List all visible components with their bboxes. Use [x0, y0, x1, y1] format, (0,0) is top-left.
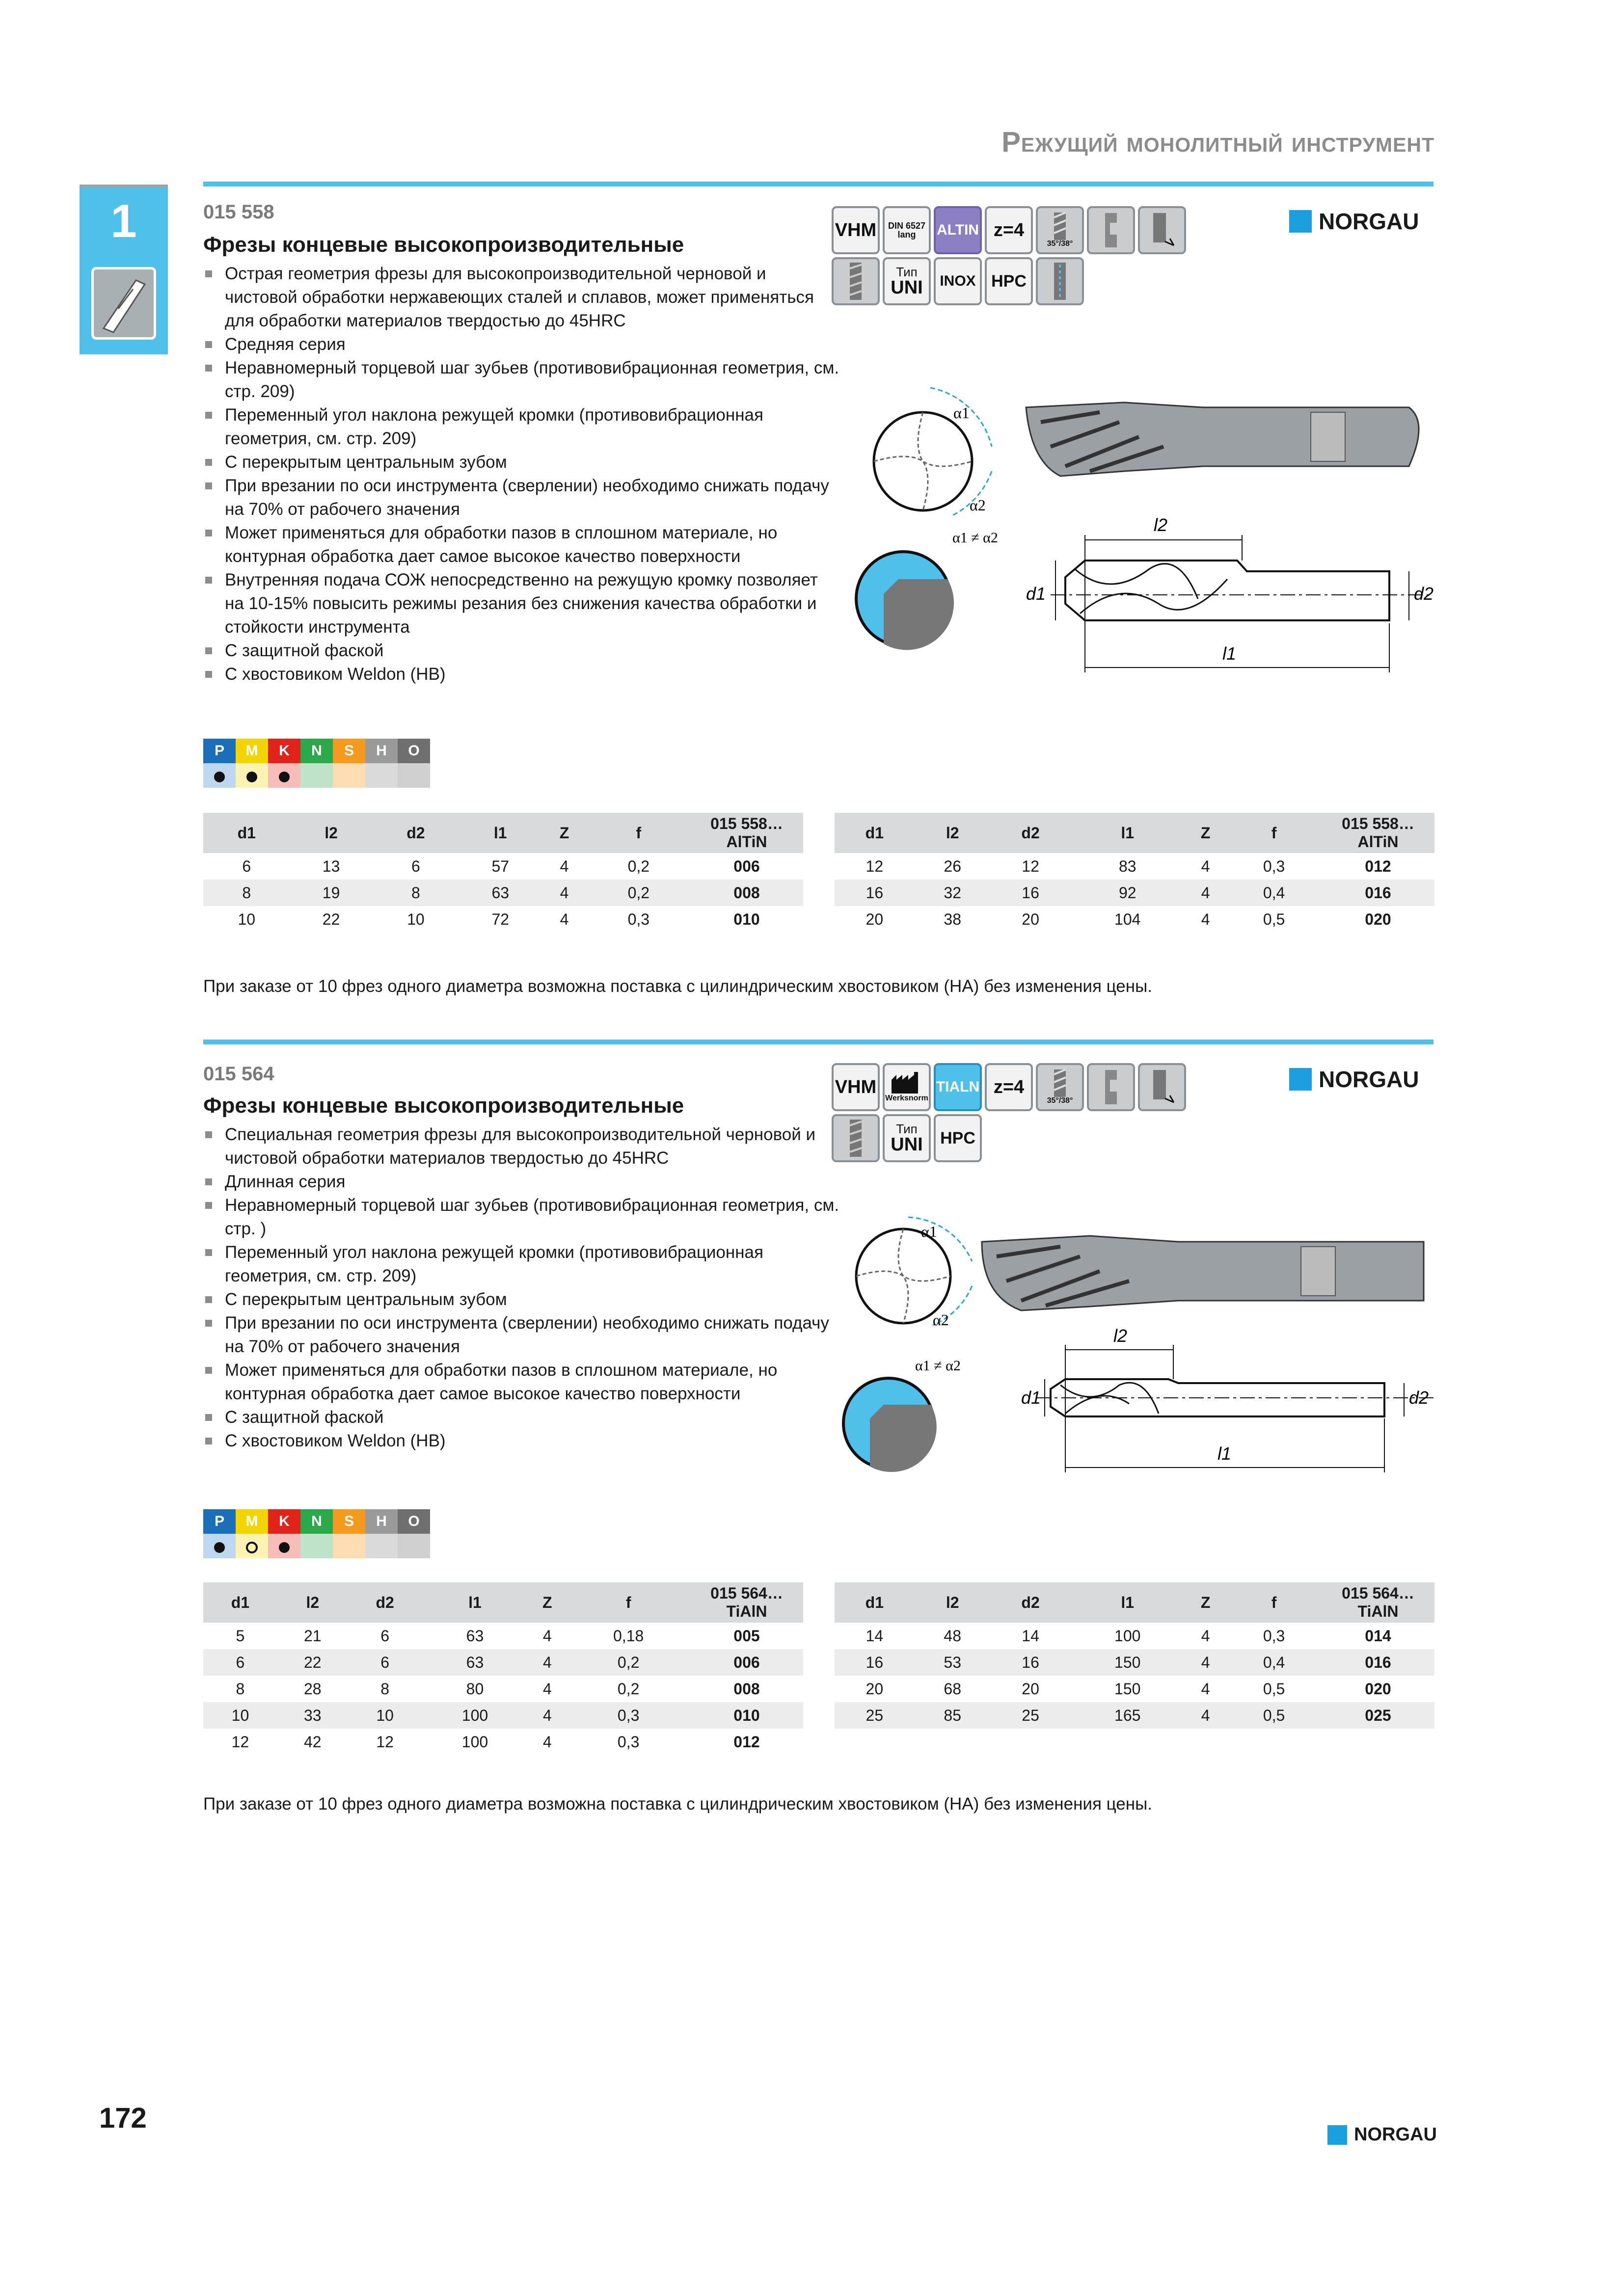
table-row — [835, 1649, 1434, 1676]
order-code-cell: 025 — [1322, 1702, 1434, 1729]
column-header: f — [567, 1582, 690, 1623]
order-code-cell: 016 — [1322, 1649, 1434, 1676]
footer-brand-logo: NORGAU — [1327, 2124, 1437, 2145]
table-cell: 92 — [1070, 880, 1185, 906]
column-header-code — [690, 1582, 803, 1623]
table-cell: 4 — [1185, 1649, 1226, 1676]
table-cell: 22 — [277, 1649, 348, 1676]
table-cell: 6 — [242, 857, 251, 875]
material-suitability — [333, 763, 365, 788]
shank-icon — [1087, 206, 1135, 254]
material-suitability — [365, 1534, 398, 1558]
feature-item: Может применяться для обработки пазов в сплошном материале, но контурная обработка дает самое высокое качество поверхности — [203, 521, 841, 568]
code-header-coating: AlTiN — [726, 833, 767, 851]
table-cell: 14 — [866, 1627, 884, 1645]
table-cell: 10 — [348, 1702, 422, 1729]
table-cell: 4 — [542, 1733, 552, 1751]
feature-item: Средняя серия — [203, 333, 841, 356]
table-row — [203, 853, 803, 880]
feature-item: Длинная серия — [203, 1170, 841, 1194]
material-group-m: M — [236, 739, 268, 763]
column-header: Z — [528, 1582, 567, 1623]
table-cell: 48 — [944, 1627, 962, 1645]
code-header-coating: TiAlN — [1357, 1602, 1399, 1620]
material-group-p: P — [203, 739, 236, 763]
feature-item: Внутренняя подача СОЖ непосредственно на режущую кромку позволяет на 10-15% повысить режимы резания без снижения качества обработки и стойкости инструмента — [203, 568, 841, 639]
feature-item: С защитной фаской — [203, 639, 841, 663]
code-header-coating: TiAlN — [726, 1602, 767, 1620]
teeth-icon: z=4 — [985, 1063, 1033, 1111]
material-group-o: O — [398, 1509, 430, 1534]
material-suitability — [365, 763, 398, 788]
table-cell: 25 — [835, 1702, 915, 1729]
material-group-k: K — [268, 739, 300, 763]
table-cell: 20 — [866, 910, 884, 928]
table-cell: 63 — [459, 880, 541, 906]
table-cell: 4 — [542, 1680, 552, 1698]
table-header-row — [203, 813, 803, 853]
material-suitability — [300, 763, 333, 788]
page-number: 172 — [99, 2102, 147, 2134]
l2-label: l2 — [1154, 515, 1168, 535]
material-group-s: S — [333, 1509, 365, 1534]
table-cell: 57 — [491, 857, 510, 875]
table-cell: 4 — [560, 857, 569, 875]
type-icon: Тип UNI — [883, 257, 931, 305]
table-cell: 33 — [277, 1702, 348, 1729]
din-icon: DIN 6527 lang — [883, 206, 931, 254]
table-cell: 20 — [1022, 910, 1039, 928]
feature-item: Неравномерный торцевой шаг зубьев (противовибрационная геометрия, см. стр. 209) — [203, 356, 841, 403]
table-cell: 22 — [322, 910, 340, 928]
column-header: d1 — [835, 1582, 915, 1623]
table-cell: 83 — [1118, 857, 1136, 875]
feature-item: С перекрытым центральным зубом — [203, 1288, 841, 1311]
table-row — [203, 1623, 803, 1649]
material-group-o: O — [398, 739, 430, 763]
table-cell: 63 — [466, 1627, 484, 1645]
hpc-icon: HPC — [934, 1114, 982, 1162]
table-cell: 16 — [835, 880, 915, 906]
feature-item: С хвостовиком Weldon (HB) — [203, 1429, 841, 1453]
feature-list — [203, 262, 841, 686]
vhm-icon: VHM — [832, 1063, 880, 1111]
tool-diagram — [844, 393, 1443, 677]
coolant-icon — [1036, 257, 1084, 305]
code-header-series: 015 558… — [1342, 815, 1414, 832]
property-icons — [832, 206, 1186, 305]
table-cell: 0,4 — [1226, 1649, 1322, 1676]
table-row — [203, 1702, 803, 1729]
feature-item: При врезании по оси инструмента (сверлении) необходимо снижать подачу на 70% от рабочего значения — [203, 474, 841, 521]
material-group-s: S — [333, 739, 365, 763]
table-cell: 32 — [915, 880, 991, 906]
table-cell: 0,3 — [567, 1702, 690, 1729]
table-cell: 8 — [380, 1680, 390, 1698]
column-header: l2 — [290, 813, 372, 853]
table-cell: 20 — [1022, 1680, 1039, 1698]
table-cell: 0,2 — [587, 880, 690, 906]
werksnorm-icon: Werksnorm — [883, 1063, 931, 1111]
table-cell: 0,3 — [1263, 857, 1285, 875]
tool-icon — [832, 257, 880, 305]
order-code-cell: 005 — [733, 1627, 760, 1645]
table-cell: 20 — [866, 1680, 884, 1698]
shank-icon — [1087, 1063, 1135, 1111]
table-cell: 0,3 — [617, 1733, 640, 1751]
table-cell: 0,5 — [1263, 1680, 1285, 1698]
table-cell: 12 — [231, 1733, 249, 1751]
column-header: l2 — [915, 813, 991, 853]
order-code-cell: 020 — [1365, 1680, 1391, 1698]
table-cell: 14 — [1022, 1627, 1039, 1645]
table-row — [203, 1649, 803, 1676]
table-row — [203, 1676, 803, 1702]
table-cell: 5 — [236, 1627, 245, 1645]
full-suitability-icon — [214, 772, 225, 782]
table-cell: 104 — [1114, 910, 1141, 928]
material-group-h: H — [365, 1509, 398, 1534]
table-row — [203, 880, 803, 906]
table-cell: 4 — [1201, 910, 1210, 928]
table-row — [835, 1623, 1434, 1649]
brand-logo: NORGAU — [1289, 1066, 1419, 1093]
table-cell: 4 — [542, 1627, 552, 1645]
teeth-icon: z=4 — [985, 206, 1033, 254]
drill-icon — [91, 267, 156, 340]
helix-icon: 35°/38° — [1036, 206, 1084, 254]
table-cell: 100 — [461, 1733, 488, 1751]
table-cell: 4 — [1201, 1680, 1210, 1698]
spec-table-right — [835, 1582, 1434, 1729]
order-code-cell: 006 — [690, 1649, 803, 1676]
table-cell: 4 — [541, 880, 587, 906]
table-header-row — [203, 1582, 803, 1623]
table-cell: 6 — [348, 1649, 422, 1676]
table-cell: 4 — [528, 1702, 567, 1729]
code-header-series: 015 564… — [710, 1584, 783, 1602]
column-header: Z — [1185, 813, 1226, 853]
code-header-series: 015 564… — [1342, 1584, 1414, 1602]
table-cell: 68 — [944, 1680, 962, 1698]
table-cell: 150 — [1070, 1649, 1185, 1676]
material-suitability — [203, 763, 236, 788]
table-cell: 0,2 — [567, 1649, 690, 1676]
header-rule — [203, 182, 1434, 187]
full-suitability-icon — [279, 1542, 290, 1553]
table-cell: 100 — [422, 1702, 528, 1729]
column-header: Z — [541, 813, 587, 853]
order-code-cell: 008 — [733, 1680, 760, 1698]
brand-logo: NORGAU — [1289, 208, 1419, 235]
table-row — [835, 906, 1434, 933]
table-cell: 0,5 — [1263, 910, 1285, 928]
code-header-series: 015 558… — [710, 815, 783, 832]
feature-item: Неравномерный торцевой шаг зубьев (противовибрационная геометрия, см. стр. ) — [203, 1194, 841, 1241]
table-cell: 28 — [304, 1680, 322, 1698]
table-cell: 12 — [866, 857, 884, 875]
order-code-cell: 010 — [733, 910, 760, 928]
material-group-p: P — [203, 1509, 236, 1534]
order-code-cell: 012 — [1365, 857, 1391, 875]
product-code: 015 564 — [203, 1063, 274, 1085]
feature-item: С хвостовиком Weldon (HB) — [203, 663, 841, 686]
table-cell: 165 — [1070, 1702, 1185, 1729]
vhm-icon: VHM — [832, 206, 880, 254]
material-suitability — [236, 1534, 268, 1558]
column-header: d2 — [373, 813, 459, 853]
feature-item: Острая геометрия фрезы для высокопроизводительной черновой и чистовой обработки нержавеющих сталей и сплавов, может применяться для обработки материалов твердостью до 45HRC — [203, 262, 841, 333]
column-header: f — [1226, 1582, 1322, 1623]
chapter-number: 1 — [110, 195, 137, 247]
inox-icon: INOX — [934, 257, 982, 305]
table-row — [835, 853, 1434, 880]
table-cell: 6 — [380, 1627, 390, 1645]
table-cell: 53 — [915, 1649, 991, 1676]
table-cell: 0,2 — [627, 857, 650, 875]
helix-icon: 35°/38° — [1036, 1063, 1084, 1111]
table-cell: 26 — [944, 857, 962, 875]
table-cell: 6 — [411, 857, 420, 875]
order-code-cell: 010 — [690, 1702, 803, 1729]
code-header-coating: AlTiN — [1357, 833, 1399, 851]
column-header: d1 — [203, 813, 290, 853]
section-rule — [203, 1040, 1434, 1044]
table-cell: 38 — [944, 910, 962, 928]
order-note: При заказе от 10 фрез одного диаметра возможна поставка с цилиндрическим хвостовиком (HA) без изменения цены. — [203, 1794, 1152, 1814]
table-cell: 13 — [322, 857, 340, 875]
spec-table-right — [835, 813, 1434, 933]
column-header-code — [1322, 1582, 1434, 1623]
material-suitability — [300, 1534, 333, 1558]
spec-table-left — [203, 813, 803, 933]
feature-item: Может применяться для обработки пазов в сплошном материале, но контурная обработка дает самое высокое качество поверхности — [203, 1359, 841, 1406]
hpc-icon: HPC — [985, 257, 1033, 305]
property-icons — [832, 1063, 1186, 1162]
table-cell: 72 — [491, 910, 510, 928]
table-cell: 0,18 — [613, 1627, 644, 1645]
material-group-h: H — [365, 739, 398, 763]
table-row — [203, 1729, 803, 1755]
l1-label: l1 — [1222, 643, 1237, 664]
full-suitability-icon — [279, 772, 290, 782]
l1-label: l1 — [1217, 1443, 1232, 1464]
table-cell: 80 — [466, 1680, 484, 1698]
order-code-cell: 014 — [1365, 1627, 1391, 1645]
material-group-n: N — [300, 739, 333, 763]
feature-list — [203, 1123, 841, 1453]
feature-item: С перекрытым центральным зубом — [203, 451, 841, 474]
tool-diagram — [835, 1223, 1443, 1482]
table-cell: 8 — [203, 880, 290, 906]
table-row — [203, 906, 803, 933]
feature-item: С защитной фаской — [203, 1406, 841, 1429]
d2-label: d2 — [1414, 584, 1434, 604]
table-cell: 8 — [373, 880, 459, 906]
table-cell: 42 — [304, 1733, 322, 1751]
table-cell: 4 — [560, 910, 569, 928]
type-icon: Тип UNI — [883, 1114, 931, 1162]
column-header: l2 — [915, 1582, 991, 1623]
column-header: l1 — [422, 1582, 528, 1623]
order-code-cell: 012 — [733, 1733, 760, 1751]
table-cell: 6 — [203, 1649, 277, 1676]
column-header: f — [587, 813, 690, 853]
table-row — [835, 1676, 1434, 1702]
alpha2-label: α2 — [970, 496, 986, 514]
table-cell: 4 — [528, 1649, 567, 1676]
alpha1-label: α1 — [921, 1223, 937, 1240]
column-header: d1 — [203, 1582, 277, 1623]
material-suitability — [398, 763, 430, 788]
material-suitability — [333, 1534, 365, 1558]
table-cell: 8 — [236, 1680, 245, 1698]
table-cell: 4 — [1201, 1627, 1210, 1645]
product-title: Фрезы концевые высокопроизводительные — [203, 1094, 684, 1118]
table-cell: 4 — [1201, 857, 1210, 875]
column-header: f — [1226, 813, 1322, 853]
feature-item: При врезании по оси инструмента (сверлении) необходимо снижать подачу на 70% от рабочего значения — [203, 1311, 841, 1359]
partial-suitability-icon — [246, 1542, 258, 1553]
feature-item: Переменный угол наклона режущей кромки (противовибрационная геометрия, см. стр. 209) — [203, 1241, 841, 1288]
column-header: Z — [1185, 1582, 1226, 1623]
tool-icon — [832, 1114, 880, 1162]
material-matrix — [203, 739, 430, 788]
table-cell: 19 — [290, 880, 372, 906]
table-cell: 10 — [203, 1702, 277, 1729]
table-cell: 25 — [991, 1702, 1071, 1729]
table-cell: 4 — [1185, 1702, 1226, 1729]
column-header: l1 — [1070, 1582, 1185, 1623]
table-cell: 10 — [407, 910, 425, 928]
table-cell: 21 — [304, 1627, 322, 1645]
table-cell: 85 — [915, 1702, 991, 1729]
order-code-cell: 020 — [1365, 910, 1391, 928]
alpha-neq-label: α1 ≠ α2 — [915, 1358, 961, 1374]
column-header: d2 — [991, 1582, 1071, 1623]
feature-item: Специальная геометрия фрезы для высокопроизводительной черновой и чистовой обработки материалов твердостью до 45HRC — [203, 1123, 841, 1170]
material-group-k: K — [268, 1509, 300, 1534]
table-cell: 16 — [991, 1649, 1071, 1676]
column-header: d2 — [991, 813, 1071, 853]
material-suitability — [268, 763, 300, 788]
page-header-title: Режущий монолитный инструмент — [1001, 126, 1434, 158]
column-header: l2 — [277, 1582, 348, 1623]
d2-label: d2 — [1409, 1388, 1429, 1408]
table-cell: 10 — [238, 910, 256, 928]
order-code-cell: 006 — [733, 857, 760, 875]
order-code-cell: 008 — [690, 880, 803, 906]
material-suitability — [203, 1534, 236, 1558]
table-cell: 0,4 — [1226, 880, 1322, 906]
material-group-m: M — [236, 1509, 268, 1534]
column-header-code — [1322, 813, 1434, 853]
coating-icon: TIALN — [934, 1063, 982, 1111]
table-cell: 4 — [1185, 880, 1226, 906]
material-group-n: N — [300, 1509, 333, 1534]
coating-icon: ALTIN — [934, 206, 982, 254]
table-cell: 100 — [1114, 1627, 1141, 1645]
spec-table-left — [203, 1582, 803, 1755]
table-cell: 0,3 — [627, 910, 650, 928]
full-suitability-icon — [246, 772, 257, 782]
table-header-row — [835, 1582, 1434, 1623]
material-suitability — [268, 1534, 300, 1558]
table-cell: 16 — [835, 1649, 915, 1676]
d1-label: d1 — [1026, 584, 1046, 604]
material-suitability — [398, 1534, 430, 1558]
order-code-cell: 016 — [1322, 880, 1434, 906]
table-cell: 16 — [991, 880, 1071, 906]
table-cell: 0,5 — [1226, 1702, 1322, 1729]
order-note: При заказе от 10 фрез одного диаметра возможна поставка с цилиндрическим хвостовиком (HA) без изменения цены. — [203, 977, 1152, 996]
column-header: l1 — [1070, 813, 1185, 853]
table-cell: 63 — [422, 1649, 528, 1676]
table-cell: 150 — [1114, 1680, 1141, 1698]
table-header-row — [835, 813, 1434, 853]
table-cell: 12 — [1022, 857, 1039, 875]
product-code: 015 558 — [203, 201, 274, 223]
table-row — [835, 1702, 1434, 1729]
feature-item: Переменный угол наклона режущей кромки (противовибрационная геометрия, см. стр. 209) — [203, 403, 841, 451]
table-cell: 0,3 — [1263, 1627, 1285, 1645]
column-header: l1 — [459, 813, 541, 853]
material-matrix — [203, 1509, 430, 1558]
chamfer-icon — [1138, 1063, 1186, 1111]
full-suitability-icon — [214, 1542, 225, 1553]
alpha2-label: α2 — [933, 1311, 949, 1329]
material-suitability — [236, 763, 268, 788]
d1-label: d1 — [1021, 1388, 1041, 1408]
chamfer-icon — [1138, 206, 1186, 254]
alpha-neq-label: α1 ≠ α2 — [952, 530, 998, 546]
table-cell: 12 — [376, 1733, 394, 1751]
l2-label: l2 — [1113, 1326, 1128, 1346]
column-header: d2 — [348, 1582, 422, 1623]
alpha1-label: α1 — [953, 404, 970, 422]
table-row — [835, 880, 1434, 906]
table-cell: 0,2 — [617, 1680, 640, 1698]
product-title: Фрезы концевые высокопроизводительные — [203, 233, 684, 257]
column-header-code — [690, 813, 803, 853]
column-header: d1 — [835, 813, 915, 853]
